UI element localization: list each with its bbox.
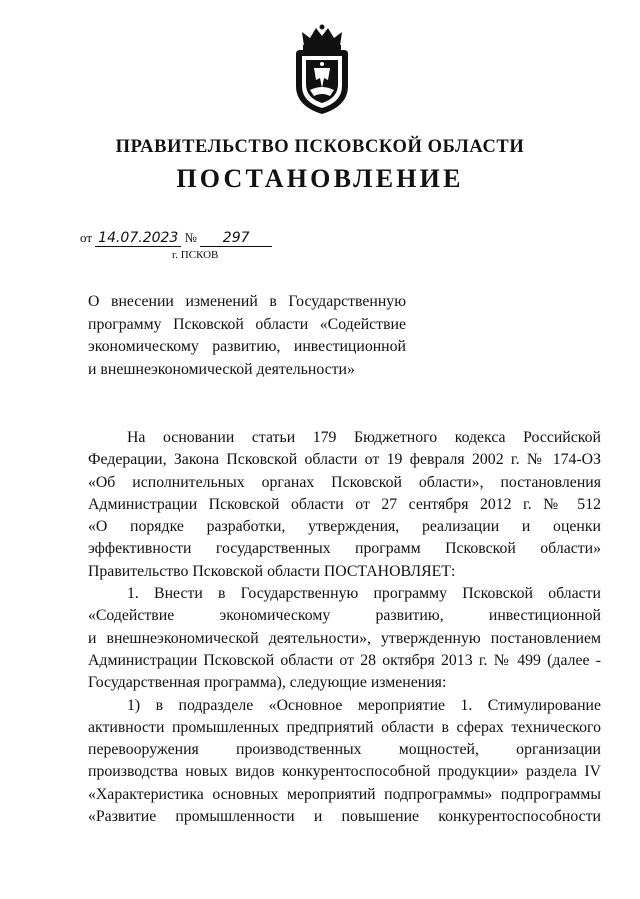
government-name: ПРАВИТЕЛЬСТВО ПСКОВСКОЙ ОБЛАСТИ	[115, 137, 525, 157]
body-line: эффективности государственных программ Псковской области»	[88, 540, 601, 558]
body-line: 1) в подразделе «Основное мероприятие 1. Стимулирование	[127, 696, 601, 714]
date-prefix: от	[80, 230, 93, 245]
subject-line: программу Псковской области «Содействие	[88, 315, 406, 333]
body-line: перевооружения производственных мощностей, организации	[88, 741, 601, 759]
body-text	[88, 427, 601, 828]
body-line: Администрации Псковской области от 27 сентября 2012 г. № 512	[88, 495, 601, 513]
subject-line: О внесении изменений в Государственную	[88, 293, 406, 310]
body-line: «Об исполнительных органах Псковской области», постановления	[88, 473, 601, 491]
body-line: «О порядке разработки, утверждения, реализации и оценки	[88, 518, 601, 536]
body-line: активности промышленных предприятий области в сферах технического	[88, 718, 601, 736]
body-line: Администрации Псковской области от 28 октября 2013 г. № 499 (далее -	[88, 651, 601, 669]
subject-line: и внешнеэкономической деятельности»	[88, 360, 355, 378]
coat-of-arms-icon	[290, 24, 354, 116]
subject-line: экономическому развитию, инвестиционной	[88, 338, 406, 355]
body-line: «Развитие промышленности и повышение конкурентоспособности	[88, 808, 601, 826]
body-line: и внешнеэкономической деятельности», утвержденную постановлением	[88, 629, 601, 647]
handwritten-date: 14.07.2023	[95, 231, 181, 247]
document-type-title: ПОСТАНОВЛЕНИЕ	[176, 164, 464, 193]
city-label: г. ПСКОВ	[172, 249, 219, 261]
body-line: На основании статьи 179 Бюджетного кодекса Российской	[127, 429, 601, 446]
body-line: Государственная программа), следующие изменения:	[88, 674, 447, 692]
subject-block	[88, 291, 406, 381]
handwritten-number: 297	[200, 231, 272, 247]
body-line: Правительство Псковской области ПОСТАНОВЛЯЕТ:	[88, 562, 456, 580]
body-line: производства новых видов конкурентоспособной продукции» раздела IV	[88, 763, 601, 781]
body-line: Федерации, Закона Псковской области от 19 февраля 2002 г. № 174-ОЗ	[88, 451, 601, 469]
date-number-line	[80, 230, 272, 247]
body-line: «Характеристика основных мероприятий подпрограммы» подпрограммы	[88, 785, 601, 803]
body-line: 1. Внести в Государственную программу Псковской области	[127, 585, 601, 603]
number-sign: №	[184, 230, 197, 245]
body-line: «Содействие экономическому развитию, инвестиционной	[88, 607, 601, 625]
